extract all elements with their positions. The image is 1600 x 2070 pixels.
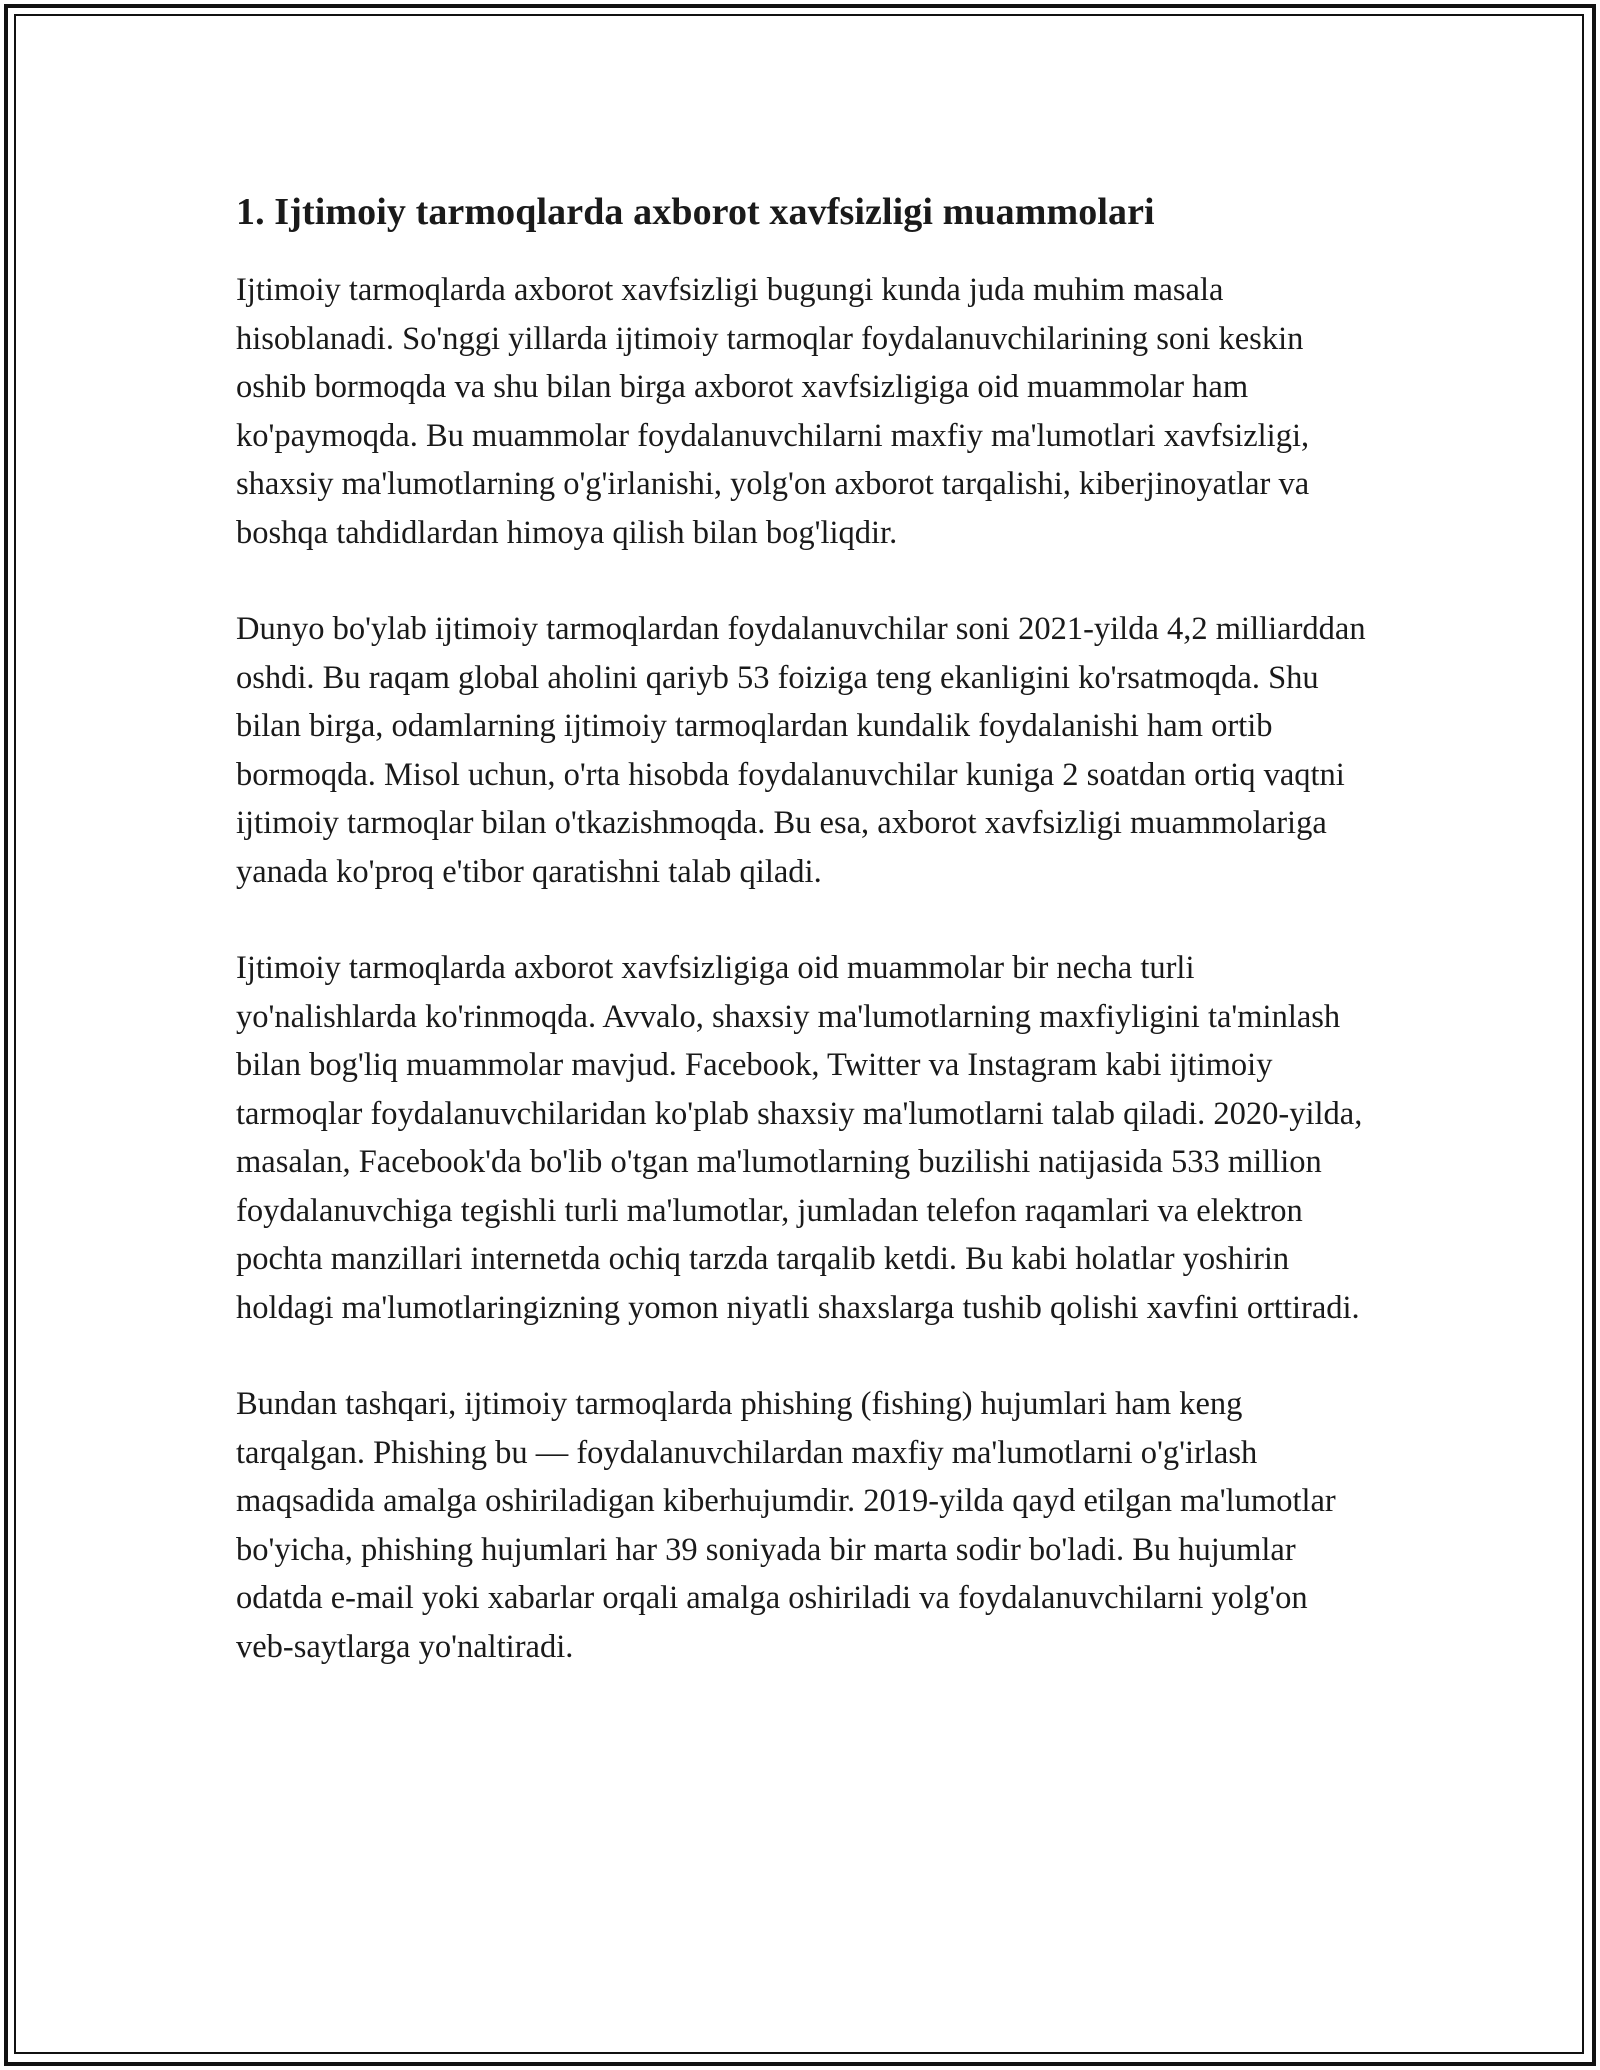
paragraph-user-statistics: Dunyo bo'ylab ijtimoiy tarmoqlardan foydalanuvchilar soni 2021-yilda 4,2 milliarddan oshdi. Bu raqam global aholini qariyb 53 foiziga teng ekanligini ko'rsatmoqda. Shu bilan birga, odamlarning ijtimoiy tarmoqlardan kundalik foydalanishi ham ortib bormoqda. Misol uchun, o'rta hisobda foydalanuvchilar kuniga 2 soatdan ortiq vaqtni ijtimoiy tarmoqlar bilan o'tkazishmoqda. Bu esa, axborot xavfsizligi muammolariga yanada ko'proq e'tibor qaratishni talab qiladi. (236, 611, 1366, 890)
paragraph-privacy-issues: Ijtimoiy tarmoqlarda axborot xavfsizligiga oid muammolar bir necha turli yo'nalishlarda ko'rinmoqda. Avvalo, shaxsiy ma'lumotlarning maxfiyligini ta'minlash bilan bog'liq muammolar mavjud. Facebook, Twitter va Instagram kabi ijtimoiy tarmoqlar foydalanuvchilaridan ko'plab shaxsiy ma'lumotlarni talab qiladi. 2020-yilda, masalan, Facebook'da bo'lib o'tgan ma'lumotlarning buzilishi natijasida 533 million foydalanuvchiga tegishli turli ma'lumotlar, jumladan telefon raqamlari va elektron pochta manzillari internetda ochiq tarzda tarqalib ketdi. Bu kabi holatlar yoshirin holdagi ma'lumotlaringizning yomon niyatli shaxslarga tushib qolishi xavfini orttiradi. (236, 950, 1363, 1326)
document-body (236, 188, 1366, 1719)
section-heading: 1. Ijtimoiy tarmoqlarda axborot xavfsizligi muammolari (236, 191, 1155, 233)
paragraph-phishing: Bundan tashqari, ijtimoiy tarmoqlarda phishing (fishing) hujumlari ham keng tarqalgan. Phishing bu — foydalanuvchilardan maxfiy ma'lumotlarni o'g'irlash maqsadida amalga oshiriladigan kiberhujumdir. 2019-yilda qayd etilgan ma'lumotlar bo'yicha, phishing hujumlari har 39 soniyada bir marta sodir bo'ladi. Bu hujumlar odatda e-mail yoki xabarlar orqali amalga oshiriladi va foydalanuvchilarni yolg'on veb-saytlarga yo'naltiradi. (236, 1386, 1336, 1665)
paragraph-intro: Ijtimoiy tarmoqlarda axborot xavfsizligi bugungi kunda juda muhim masala hisoblanadi. So'nggi yillarda ijtimoiy tarmoqlar foydalanuvchilarining soni keskin oshib bormoqda va shu bilan birga axborot xavfsizligiga oid muammolar ham ko'paymoqda. Bu muammolar foydalanuvchilarni maxfiy ma'lumotlari xavfsizligi, shaxsiy ma'lumotlarning o'g'irlanishi, yolg'on axborot tarqalishi, kiberjinoyatlar va boshqa tahdidlardan himoya qilish bilan bog'liqdir. (236, 272, 1310, 551)
